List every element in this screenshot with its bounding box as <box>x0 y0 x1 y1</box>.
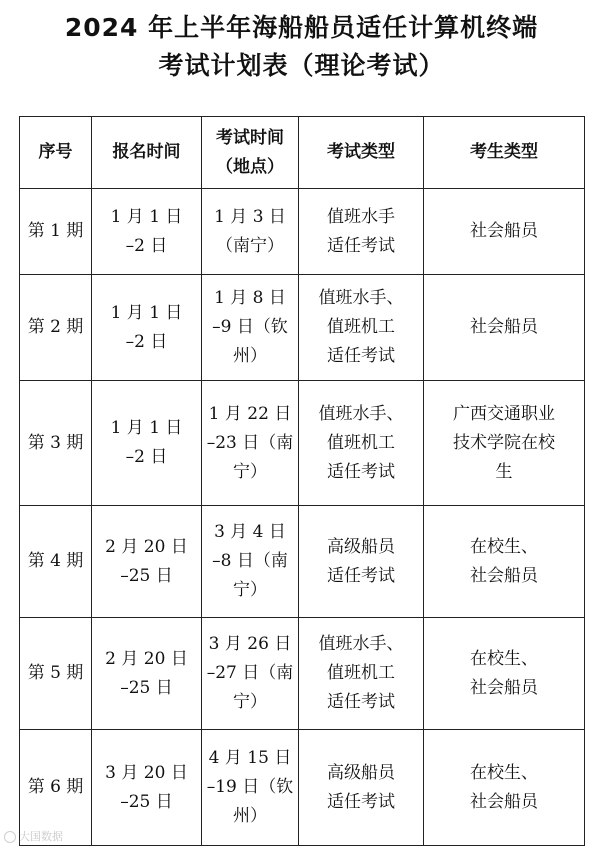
cell-candidate-type: 广西交通职业 技术学院在校 生 <box>424 381 585 506</box>
cell-candidate-type: 在校生、 社会船员 <box>424 730 585 846</box>
table-row <box>20 506 585 618</box>
document-title-line-1: 2024 年上半年海船船员适任计算机终端 <box>64 13 539 42</box>
cell-exam-time: 1 月 22 日 –23 日（南 宁） <box>202 381 299 506</box>
table-row <box>20 275 585 381</box>
cell-exam-time: 3 月 4 日 –8 日（南 宁） <box>202 506 299 618</box>
table-row <box>20 381 585 506</box>
cell-exam-type: 值班水手、 值班机工 适任考试 <box>299 381 424 506</box>
cell-candidate-type: 社会船员 <box>424 189 585 275</box>
table-header-row <box>20 117 585 189</box>
table-row <box>20 618 585 730</box>
cell-exam-type: 高级船员 适任考试 <box>299 730 424 846</box>
cell-sequence: 第 1 期 <box>20 189 92 275</box>
cell-exam-type: 值班水手、 值班机工 适任考试 <box>299 618 424 730</box>
cell-sequence: 第 6 期 <box>20 730 92 846</box>
cell-registration-time: 1 月 1 日 –2 日 <box>92 275 202 381</box>
cell-exam-type: 值班水手 适任考试 <box>299 189 424 275</box>
cell-sequence: 第 3 期 <box>20 381 92 506</box>
cell-candidate-type: 在校生、 社会船员 <box>424 618 585 730</box>
cell-sequence: 第 2 期 <box>20 275 92 381</box>
table-row <box>20 189 585 275</box>
cell-exam-time: 3 月 26 日 –27 日（南 宁） <box>202 618 299 730</box>
cell-exam-time: 1 月 8 日 –9 日（钦 州） <box>202 275 299 381</box>
header-candidate-type: 考生类型 <box>424 117 585 189</box>
watermark-text: 大国数据 <box>19 830 63 843</box>
cell-candidate-type: 在校生、 社会船员 <box>424 506 585 618</box>
cell-registration-time: 3 月 20 日 –25 日 <box>92 730 202 846</box>
header-exam-type: 考试类型 <box>299 117 424 189</box>
header-registration-time: 报名时间 <box>92 117 202 189</box>
cell-registration-time: 1 月 1 日 –2 日 <box>92 381 202 506</box>
exam-plan-table <box>19 116 585 846</box>
table-row <box>20 730 585 846</box>
watermark-logo-icon <box>4 831 16 843</box>
header-exam-time-location: 考试时间 （地点） <box>202 117 299 189</box>
cell-exam-time: 1 月 3 日 （南宁） <box>202 189 299 275</box>
cell-exam-type: 高级船员 适任考试 <box>299 506 424 618</box>
header-sequence: 序号 <box>20 117 92 189</box>
cell-registration-time: 2 月 20 日 –25 日 <box>92 506 202 618</box>
cell-exam-time: 4 月 15 日 –19 日（钦 州） <box>202 730 299 846</box>
cell-registration-time: 1 月 1 日 –2 日 <box>92 189 202 275</box>
cell-sequence: 第 4 期 <box>20 506 92 618</box>
cell-exam-type: 值班水手、 值班机工 适任考试 <box>299 275 424 381</box>
cell-registration-time: 2 月 20 日 –25 日 <box>92 618 202 730</box>
document-title-line-2: 考试计划表（理论考试） <box>158 51 445 80</box>
cell-sequence: 第 5 期 <box>20 618 92 730</box>
watermark <box>4 828 63 844</box>
cell-candidate-type: 社会船员 <box>424 275 585 381</box>
